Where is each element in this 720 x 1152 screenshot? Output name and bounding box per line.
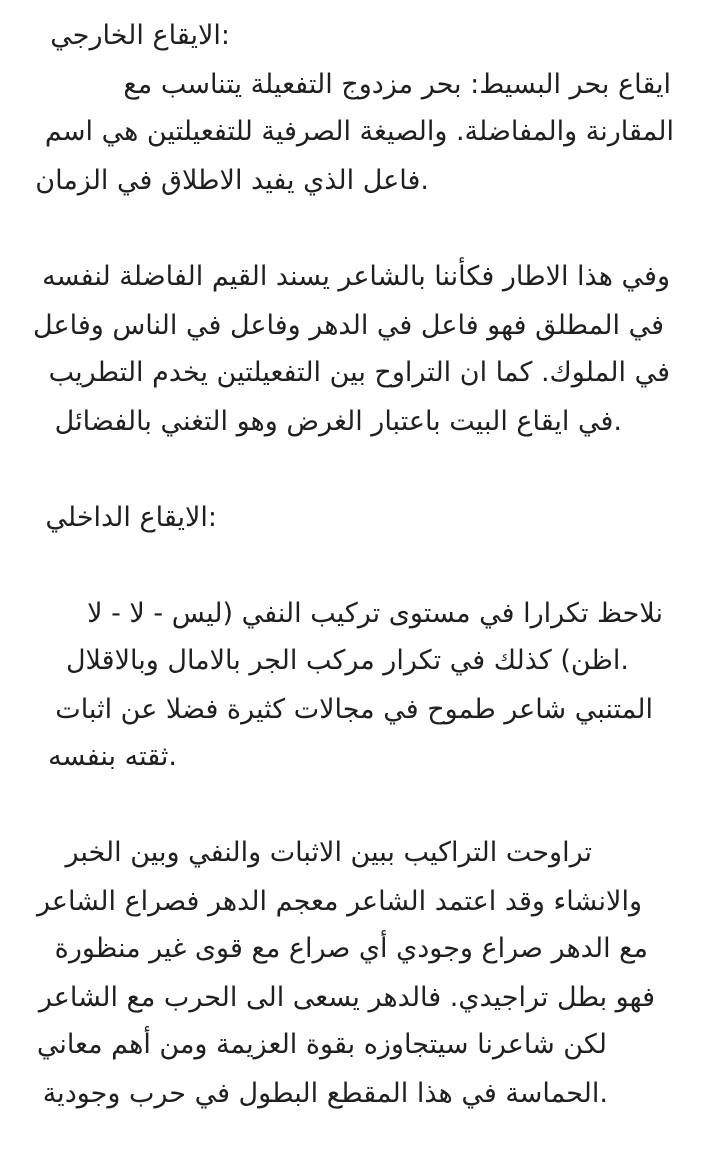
external-rhythm-heading: :الايقاع الخارجي (50, 20, 230, 51)
paragraph-line: ايقاع بحر البسيط: بحر مزدوج التفعيلة يتناسب مع (123, 69, 671, 100)
paragraph-line: المتنبي شاعر طموح في مجالات كثيرة فضلا عن اثبات (55, 694, 653, 725)
paragraph-line: لكن شاعرنا سيتجاوزه بقوة العزيمة ومن أهم معاني (36, 1029, 607, 1060)
paragraph-line: وفي هذا الاطار فكأننا بالشاعر يسند القيم الفاضلة لنفسه (42, 261, 670, 292)
paragraph-line: .فاعل الذي يفيد الاطلاق في الزمان (35, 165, 429, 196)
paragraph-line: تراوحت التراكيب ببين الاثبات والنفي وبين الخبر (65, 837, 592, 868)
paragraph-line: في الملوك. كما ان التراوح بين التفعيلتين يخدم التطريب (48, 357, 670, 388)
paragraph-line: .ثقته بنفسه (48, 741, 177, 772)
internal-rhythm-heading: :الايقاع الداخلي (45, 502, 217, 533)
paragraph-line: .الحماسة في هذا المقطع البطول في حرب وجودية (42, 1078, 608, 1109)
paragraph-line: المقارنة والمفاضلة. والصيغة الصرفية للتفعيلتين هي اسم (44, 116, 674, 147)
paragraph-line: في المطلق فهو فاعل في الدهر وفاعل في الناس وفاعل (33, 310, 664, 341)
paragraph-line: .في ايقاع البيت باعتبار الغرض وهو التغني بالفضائل (54, 406, 622, 437)
paragraph-line: .اظن) كذلك في تكرار مركب الجر بالامال وبالاقلال (65, 645, 629, 676)
paragraph-line: مع الدهر صراع وجودي أي صراع مع قوى غير منظورة (54, 933, 648, 964)
paragraph-line: نلاحظ تكرارا في مستوى تركيب النفي (ليس - لا - لا (87, 598, 663, 629)
paragraph-line: والانشاء وقد اعتمد الشاعر معجم الدهر فصراع الشاعر (36, 886, 642, 917)
paragraph-line: فهو بطل تراجيدي. فالدهر يسعى الى الحرب مع الشاعر (38, 982, 655, 1013)
